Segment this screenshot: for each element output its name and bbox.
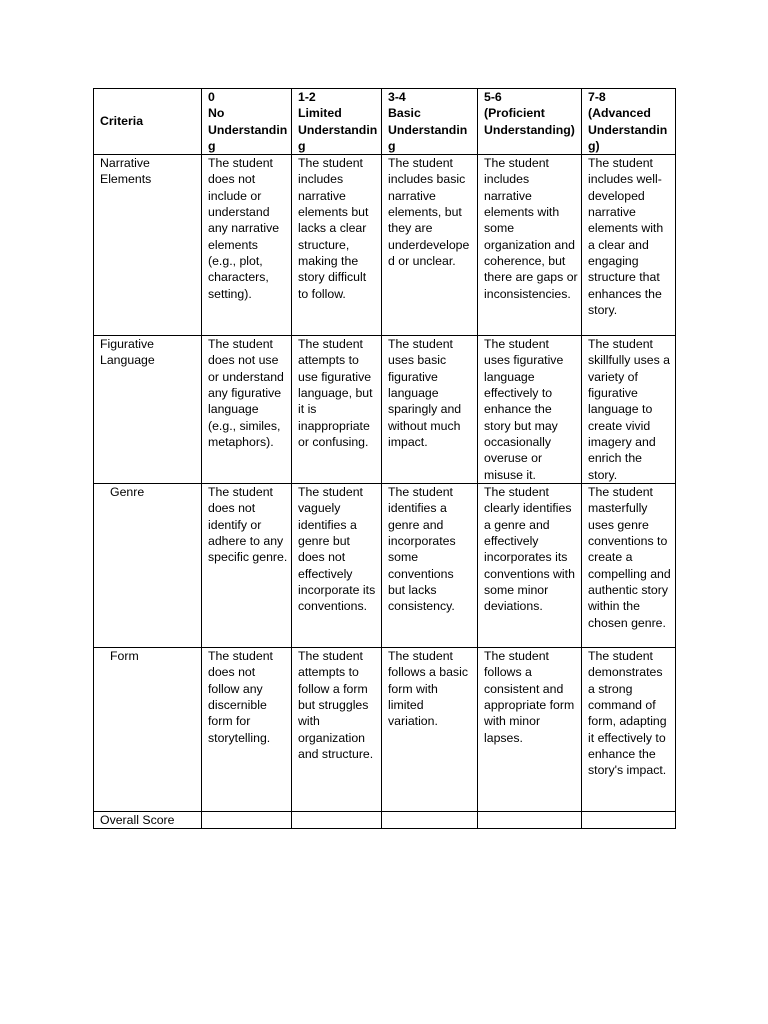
rubric-cell: The student demonstrates a strong command of form, adapting it effectively to enhance the story's impact. xyxy=(582,648,676,812)
overall-score-cell xyxy=(582,812,676,829)
level-score: 3-4 xyxy=(388,90,406,104)
level-score: 5-6 xyxy=(484,90,502,104)
criteria-header: Criteria xyxy=(94,89,202,155)
rubric-cell: The student does not include or understand any narrative elements (e.g., plot, characters, setting). xyxy=(202,155,292,336)
level-score: 1-2 xyxy=(298,90,316,104)
level-header-5-6 xyxy=(478,89,582,155)
rubric-cell: The student attempts to follow a form but struggles with organization and structure. xyxy=(292,648,382,812)
level-score: 7-8 xyxy=(588,90,606,104)
overall-score-cell xyxy=(292,812,382,829)
level-score: 0 xyxy=(208,90,215,104)
level-name: (Advanced Understanding) xyxy=(588,106,668,153)
level-header-3-4 xyxy=(382,89,478,155)
rubric-cell: The student skillfully uses a variety of figurative language to create vivid imagery and enrich the story. xyxy=(582,336,676,484)
rubric-cell: The student does not use or understand any figurative language (e.g., similes, metaphors). xyxy=(202,336,292,484)
overall-score-cell xyxy=(382,812,478,829)
rubric-cell: The student uses figurative language effectively to enhance the story but may occasionally overuse or misuse it. xyxy=(478,336,582,484)
level-name: Limited Understanding xyxy=(298,106,378,153)
rubric-cell: The student attempts to use figurative language, but it is inappropriate or confusing. xyxy=(292,336,382,484)
criterion-label: Form xyxy=(94,648,202,812)
table-row-figurative-language xyxy=(94,336,676,484)
level-name: (Proficient Understanding) xyxy=(484,106,575,137)
level-header-1-2 xyxy=(292,89,382,155)
header-row xyxy=(94,89,676,155)
rubric-cell: The student includes narrative elements with some organization and coherence, but there are gaps or inconsistencies. xyxy=(478,155,582,336)
criterion-label: Figurative Language xyxy=(94,336,202,484)
rubric-cell: The student identifies a genre and incorporates some conventions but lacks consistency. xyxy=(382,484,478,648)
level-header-7-8 xyxy=(582,89,676,155)
rubric-cell: The student does not identify or adhere to any specific genre. xyxy=(202,484,292,648)
level-header-0 xyxy=(202,89,292,155)
rubric-cell: The student vaguely identifies a genre but does not effectively incorporate its conventions. xyxy=(292,484,382,648)
table-row-form xyxy=(94,648,676,812)
rubric-cell: The student includes well-developed narrative elements with a clear and engaging structure that enhances the story. xyxy=(582,155,676,336)
overall-score-cell xyxy=(202,812,292,829)
criterion-label: Genre xyxy=(94,484,202,648)
table-row-genre xyxy=(94,484,676,648)
rubric-cell: The student uses basic figurative language sparingly and without much impact. xyxy=(382,336,478,484)
table-row-narrative-elements xyxy=(94,155,676,336)
level-name: No Understanding xyxy=(208,106,288,153)
rubric-cell: The student follows a consistent and appropriate form with minor lapses. xyxy=(478,648,582,812)
rubric-cell: The student includes narrative elements but lacks a clear structure, making the story difficult to follow. xyxy=(292,155,382,336)
overall-score-label: Overall Score xyxy=(94,812,202,829)
rubric-table xyxy=(93,88,676,829)
rubric-cell: The student does not follow any discernible form for storytelling. xyxy=(202,648,292,812)
rubric-cell: The student follows a basic form with limited variation. xyxy=(382,648,478,812)
rubric-cell: The student includes basic narrative elements, but they are underdeveloped or unclear. xyxy=(382,155,478,336)
criterion-label: Narrative Elements xyxy=(94,155,202,336)
table-row-overall-score xyxy=(94,812,676,829)
level-name: Basic Understanding xyxy=(388,106,468,153)
rubric-cell: The student clearly identifies a genre and effectively incorporates its conventions with some minor deviations. xyxy=(478,484,582,648)
rubric-cell: The student masterfully uses genre conventions to create a compelling and authentic story within the chosen genre. xyxy=(582,484,676,648)
overall-score-cell xyxy=(478,812,582,829)
